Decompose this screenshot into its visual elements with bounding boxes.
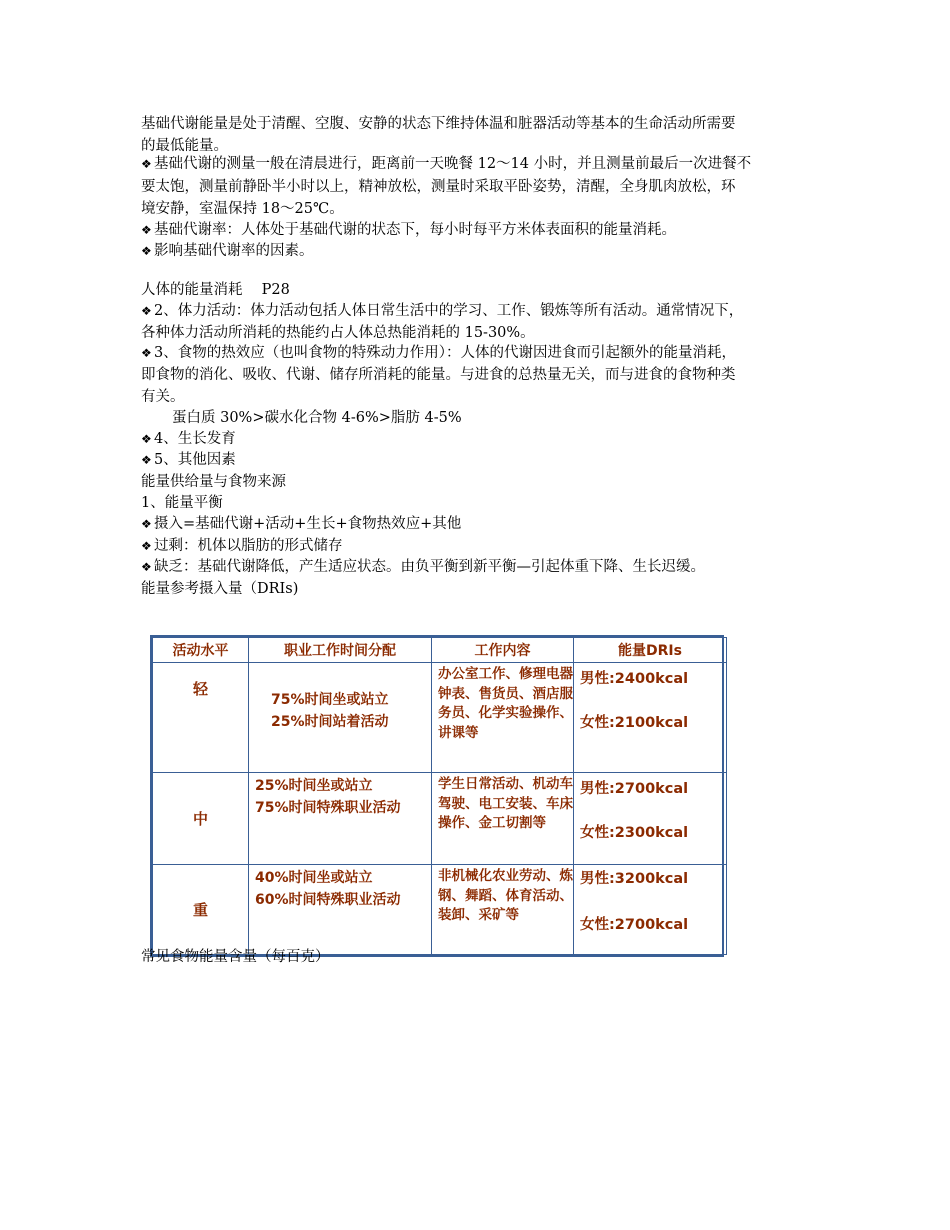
table-row	[153, 773, 727, 865]
bullet-icon: ❖	[141, 304, 152, 318]
text-line: ❖ 基础代谢的测量一般在清晨进行，距离前一天晚餐 12～14 小时，并且测量前最后一次进餐不	[141, 153, 751, 175]
text-line: 能量参考摄入量（DRIs)	[141, 581, 299, 597]
text-line: 1、能量平衡	[141, 495, 223, 511]
text-line: ❖ 基础代谢率：人体处于基础代谢的状态下，每小时每平方米体表面积的能量消耗。	[141, 219, 676, 241]
text-line: ❖ 5、其他因素	[141, 449, 236, 471]
time-allocation-cell: 40%时间坐或站立 60%时间特殊职业活动	[249, 865, 432, 955]
table-row	[153, 865, 727, 955]
table-row	[153, 663, 727, 773]
text-line: 即食物的消化、吸收、代谢、储存所消耗的能量。与进食的总热量无关，而与进食的食物种类	[141, 367, 736, 383]
text-line: ❖ 2、体力活动：体力活动包括人体日常生活中的学习、工作、锻炼等所有活动。通常情况下，	[141, 300, 743, 322]
bullet-icon: ❖	[141, 539, 152, 553]
bullet-icon: ❖	[141, 560, 152, 574]
female-energy: 女性:2300kcal	[580, 825, 689, 841]
header-work-content: 工作内容	[432, 638, 574, 663]
bullet-icon: ❖	[141, 432, 152, 446]
work-content-cell: 学生日常活动、机动车驾驶、电工安装、车床操作、金工切割等	[432, 773, 574, 865]
time-allocation-cell: 75%时间坐或站立 25%时间站着活动	[249, 663, 432, 773]
activity-level-cell: 轻	[153, 663, 249, 773]
text-line: ❖ 影响基础代谢率的因素。	[141, 240, 314, 262]
text-line: 蛋白质 30%>碳水化合物 4-6%>脂肪 4-5%	[172, 410, 462, 426]
activity-level-cell: 中	[153, 773, 249, 865]
female-energy: 女性:2700kcal	[580, 917, 689, 933]
section-heading: 能量供给量与食物来源	[141, 474, 286, 490]
header-energy-dri: 能量DRIs	[574, 638, 727, 663]
activity-level-cell: 重	[153, 865, 249, 955]
text-line: 的最低能量。	[141, 138, 228, 154]
text-line: ❖ 3、食物的热效应（也叫食物的特殊动力作用）：人体的代谢因进食而引起额外的能量消耗，	[141, 342, 736, 364]
energy-cell	[574, 663, 727, 773]
text-line: 要太饱，测量前静卧半小时以上，精神放松，测量时采取平卧姿势，清醒，全身肌肉放松，环	[141, 179, 736, 195]
food-energy-caption: 常见食物能量含量（每百克）	[141, 949, 330, 965]
bullet-icon: ❖	[141, 244, 152, 258]
table-header-row	[153, 638, 727, 663]
energy-cell	[574, 773, 727, 865]
text-line: ❖ 缺乏：基础代谢降低，产生适应状态。由负平衡到新平衡—引起体重下降、生长迟缓。	[141, 556, 705, 578]
section-heading: 人体的能量消耗 P28	[141, 282, 290, 298]
header-time-allocation: 职业工作时间分配	[249, 638, 432, 663]
energy-dri-table	[150, 635, 724, 957]
male-energy: 男性:2700kcal	[580, 781, 689, 797]
text-line: ❖ 摄入=基础代谢+活动+生长+食物热效应+其他	[141, 513, 461, 535]
bullet-icon: ❖	[141, 346, 152, 360]
male-energy: 男性:3200kcal	[580, 871, 689, 887]
header-activity-level: 活动水平	[153, 638, 249, 663]
energy-cell	[574, 865, 727, 955]
bullet-icon: ❖	[141, 223, 152, 237]
time-allocation-cell: 25%时间坐或站立 75%时间特殊职业活动	[249, 773, 432, 865]
text-line: 基础代谢能量是处于清醒、空腹、安静的状态下维持体温和脏器活动等基本的生命活动所需要	[141, 116, 736, 132]
work-content-cell: 办公室工作、修理电器钟表、售货员、酒店服务员、化学实验操作、讲课等	[432, 663, 574, 773]
text-line: ❖ 4、生长发育	[141, 428, 236, 450]
bullet-icon: ❖	[141, 157, 152, 171]
text-line: 境安静，室温保持 18～25℃。	[141, 201, 344, 217]
male-energy: 男性:2400kcal	[580, 671, 689, 687]
female-energy: 女性:2100kcal	[580, 715, 689, 731]
text-line: 有关。	[141, 389, 185, 405]
bullet-icon: ❖	[141, 453, 152, 467]
text-line: 各种体力活动所消耗的热能约占人体总热能消耗的 15-30%。	[141, 325, 535, 341]
text-line: ❖ 过剩：机体以脂肪的形式储存	[141, 535, 343, 557]
bullet-icon: ❖	[141, 517, 152, 531]
work-content-cell: 非机械化农业劳动、炼钢、舞蹈、体育活动、装卸、采矿等	[432, 865, 574, 955]
